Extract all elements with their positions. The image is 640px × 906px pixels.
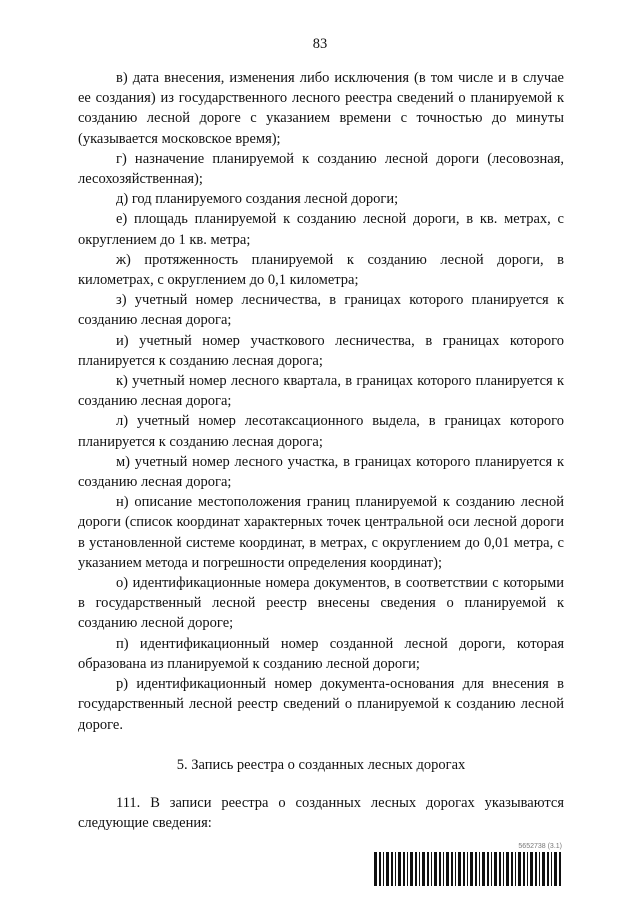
list-item-z: з) учетный номер лесничества, в границах которого планируется к созданию лесная дорога; — [78, 292, 564, 329]
list-item-n: н) описание местоположения границ планируемой к созданию лесной дороги (список координат характерных точек центральной оси лесной дороги в установленной системе координат, в метрах, с округлением до 0,01 метра, с указанием метода и погрешности определения координат); — [78, 494, 564, 571]
list-item-i: и) учетный номер участкового лесничества, в границах которого планируется к созданию лесная дорога; — [78, 332, 564, 369]
list-item-e: е) площадь планируемой к созданию лесной дороги, в кв. метрах, с округлением до 1 кв. метра; — [78, 211, 564, 248]
barcode-caption: 5652738 (3.1) — [518, 843, 562, 850]
section-paragraph: 111. В записи реестра о созданных лесных дорогах указываются следующие сведения: — [78, 794, 564, 832]
barcode-icon — [374, 852, 562, 886]
list-item-p: п) идентификационный номер созданной лесной дороги, которая образована из планируемой к созданию лесной дороги; — [78, 635, 564, 672]
list-item-zh: ж) протяженность планируемой к созданию лесной дороги, в километрах, с округлением до 0,1 километра; — [78, 251, 564, 289]
list-item-m: м) учетный номер лесного участка, в границах которого планируется к созданию лесная дорога; — [78, 453, 564, 491]
list-item-l: л) учетный номер лесотаксационного выдела, в границах которого планируется к созданию лесная дорога; — [78, 413, 564, 450]
section-heading: 5. Запись реестра о созданных лесных дорогах — [176, 756, 466, 773]
list-item-k: к) учетный номер лесного квартала, в границах которого планируется к созданию лесная дорога; — [78, 373, 564, 410]
list-item-g: г) назначение планируемой к созданию лесной дороги (лесовозная, лесохозяйственная); — [78, 150, 564, 188]
list-item-o: о) идентификационные номера документов, в соответствии с которыми в государственный лесной реестр внесены сведения о планируемой к созданию лесной дороге; — [78, 575, 564, 632]
list-item-d: д) год планируемого создания лесной дороги; — [116, 191, 399, 208]
list-item-r: р) идентификационный номер документа-основания для внесения в государственный лесной реестр сведений о планируемой к созданию лесной дороге. — [78, 676, 564, 733]
document-body — [78, 68, 564, 833]
list-item-v: в) дата внесения, изменения либо исключения (в том числе и в случае ее создания) из государственного лесного реестра сведений о планируемой к созданию лесной дороге с указанием времени с точностью до минуты (указывается московское время); — [78, 70, 564, 147]
page-number: 83 — [312, 36, 328, 52]
barcode — [374, 843, 562, 886]
